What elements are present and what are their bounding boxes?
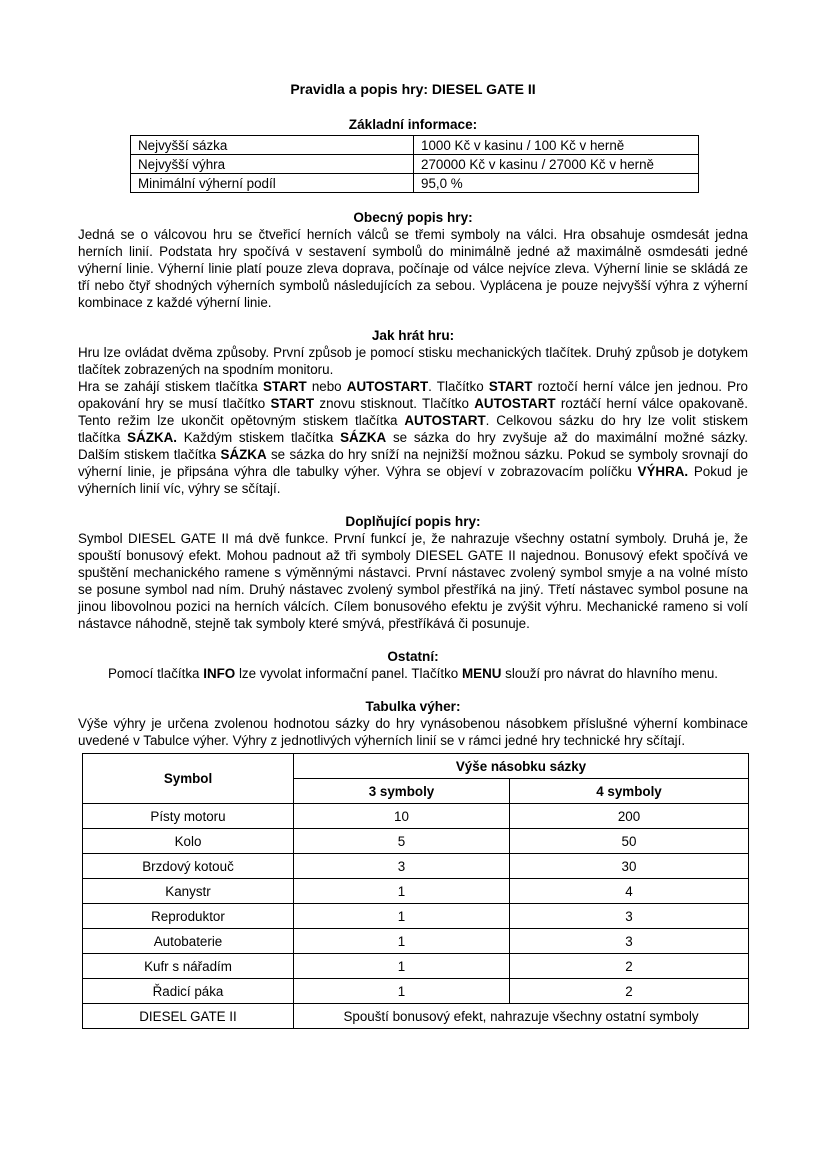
symbol-name: Řadicí páka — [83, 979, 294, 1004]
column-header-symbol: Symbol — [83, 754, 294, 804]
multiplier-3-symbols: 1 — [294, 979, 510, 1004]
multiplier-3-symbols: 1 — [294, 954, 510, 979]
multiplier-4-symbols: 2 — [510, 954, 749, 979]
paytable-row — [83, 829, 749, 854]
supplementary-description-heading: Doplňující popis hry: — [345, 514, 481, 529]
paytable-row — [83, 854, 749, 879]
general-description-text: Jedná se o válcovou hru se čtveřicí herních válců se třemi symboly na válci. Hra obsahuje osmdesát jedna herních linií. Podstata hry spočívá v sestavení symbolů do minimálně jedné až maximálně osmdesáti jedné výherní linie. Výherní linie platí pouze zleva doprava, počínaje od válce nejvíce zleva. Výherní linie se skládá ze tří nebo čtyř shodných výherních symbolů následujících za sebou. Vyplácena je pouze nejvyšší výhra z výherní kombinace z každé výherní linie. — [78, 227, 748, 310]
table-row — [131, 174, 699, 193]
symbol-name: Kufr s nářadím — [83, 954, 294, 979]
column-header-4-symbols: 4 symboly — [510, 779, 749, 804]
symbol-name: Kanystr — [83, 879, 294, 904]
paytable-intro-text: Výše výhry je určena zvolenou hodnotou sázky do hry vynásobenou násobkem příslušné výherní kombinace uvedené v Tabulce výher. Výhry z jednotlivých výherních linií se v rámci jedné hry technické hry sčítají. — [78, 716, 748, 748]
multiplier-3-symbols: 1 — [294, 879, 510, 904]
how-to-play-paragraph-2: Hra se zahájí stiskem tlačítka START nebo AUTOSTART. Tlačítko START roztočí herní válce jen jednou. Pro opakování hry se musí tlačítko START znovu stisknout. Tlačítko AUTOSTART roztáčí herní válce opakovaně. Tento režim lze ukončit opětovným stiskem tlačítka AUTOSTART. Celkovou sázku do hry lze volit stiskem tlačítka SÁZKA. Každým stiskem tlačítka SÁZKA se sázka do hry zvyšuje až do maximální možné sázky. Dalším stiskem tlačítka SÁZKA se sázka do hry sníží na nejnižší možnou sázku. Pokud se symboly srovnají do výherní linie, je připsána výhra dle tabulky výher. Výhra se objeví v zobrazovacím políčku VÝHRA. Pokud je výherních linií víc, výhry se sčítají. — [78, 379, 748, 496]
info-value: 270000 Kč v kasinu / 27000 Kč v herně — [414, 155, 699, 174]
table-row — [131, 155, 699, 174]
multiplier-4-symbols: 200 — [510, 804, 749, 829]
paytable-heading: Tabulka výher: — [365, 699, 461, 714]
multiplier-3-symbols: 1 — [294, 929, 510, 954]
how-to-play-paragraph-1: Hru lze ovládat dvěma způsoby. První způsob je pomocí stisku mechanických tlačítek. Druhý způsob je dotykem tlačítek zobrazených na spodním monitoru. — [78, 345, 748, 377]
supplementary-description-text: Symbol DIESEL GATE II má dvě funkce. První funkcí je, že nahrazuje všechny ostatní symboly. Druhá je, že spouští bonusový efekt. Mohou padnout až tři symboly DIESEL GATE II najednou. Bonusový efekt spočívá ve spuštění mechanického ramene s výměnnými nástavci. První nástavec zvolený symbol smyje a na volné místo se posune symbol nad ním. Druhý nástavec zvolený symbol přestříká na jiný. Třetí nástavec symbol posune na jinou libovolnou pozici na herních válcích. Cílem bonusového efektu je zvýšit výhru. Mechanické rameno si volí nástavce náhodně, stejně tak symboly které smývá, přestříkává či posunuje. — [78, 531, 748, 631]
paytable-row — [83, 954, 749, 979]
how-to-play-heading: Jak hrát hru: — [371, 328, 455, 343]
basic-info-table — [130, 135, 699, 193]
symbol-name: Reproduktor — [83, 904, 294, 929]
multiplier-3-symbols: 3 — [294, 854, 510, 879]
column-header-multiplier: Výše násobku sázky — [294, 754, 749, 779]
info-value: 95,0 % — [414, 174, 699, 193]
special-symbol-description: Spouští bonusový efekt, nahrazuje všechny ostatní symboly — [294, 1004, 749, 1029]
paytable-header-row — [83, 754, 749, 779]
multiplier-4-symbols: 2 — [510, 979, 749, 1004]
info-label: Nejvyšší výhra — [131, 155, 414, 174]
column-header-3-symbols: 3 symboly — [294, 779, 510, 804]
symbol-name: Kolo — [83, 829, 294, 854]
info-value: 1000 Kč v kasinu / 100 Kč v herně — [414, 136, 699, 155]
paytable-row — [83, 804, 749, 829]
multiplier-4-symbols: 50 — [510, 829, 749, 854]
paytable-row — [83, 929, 749, 954]
multiplier-3-symbols: 10 — [294, 804, 510, 829]
page-title: Pravidla a popis hry: DIESEL GATE II — [290, 81, 536, 97]
table-row — [131, 136, 699, 155]
basic-info-heading: Základní informace: — [348, 117, 478, 132]
multiplier-4-symbols: 3 — [510, 904, 749, 929]
symbol-name: DIESEL GATE II — [83, 1004, 294, 1029]
symbol-name: Brzdový kotouč — [83, 854, 294, 879]
multiplier-3-symbols: 1 — [294, 904, 510, 929]
multiplier-3-symbols: 5 — [294, 829, 510, 854]
general-description-heading: Obecný popis hry: — [353, 210, 473, 225]
info-label: Minimální výherní podíl — [131, 174, 414, 193]
info-label: Nejvyšší sázka — [131, 136, 414, 155]
multiplier-4-symbols: 4 — [510, 879, 749, 904]
paytable-row — [83, 904, 749, 929]
symbol-name: Autobaterie — [83, 929, 294, 954]
other-text: Pomocí tlačítka INFO lze vyvolat informační panel. Tlačítko MENU slouží pro návrat do hlavního menu. — [107, 666, 719, 681]
symbol-name: Písty motoru — [83, 804, 294, 829]
paytable-special-row — [83, 1004, 749, 1029]
other-heading: Ostatní: — [387, 649, 439, 664]
paytable — [82, 753, 749, 1029]
multiplier-4-symbols: 3 — [510, 929, 749, 954]
paytable-row — [83, 879, 749, 904]
paytable-row — [83, 979, 749, 1004]
multiplier-4-symbols: 30 — [510, 854, 749, 879]
